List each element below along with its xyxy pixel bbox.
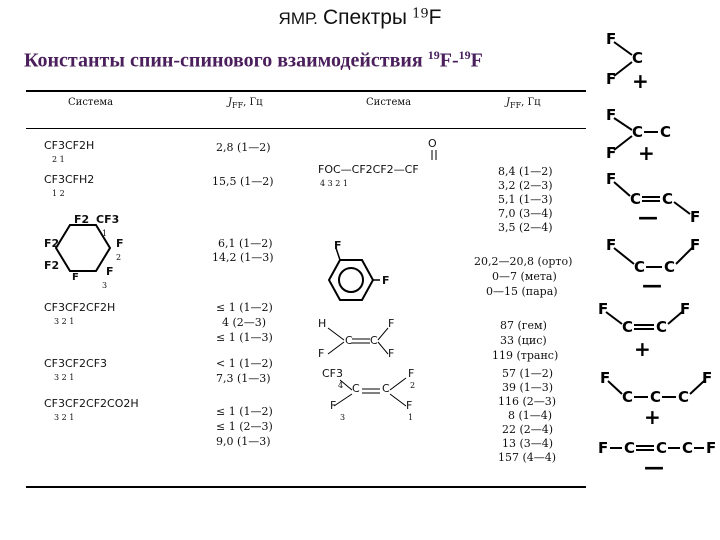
sb3-f1: F (606, 170, 617, 188)
left-row-6-value-3: 9,0 (1—3) (216, 435, 271, 448)
vinyl-h: H (318, 317, 327, 330)
col-j-2-unit: , Гц (521, 97, 541, 108)
sb4-c1: C (634, 258, 646, 276)
sb6-f2: F (702, 369, 713, 387)
col-j-2-sym: J (506, 97, 511, 108)
sb1-c: C (632, 49, 644, 67)
butene-four: 4 (338, 381, 344, 390)
left-row-2-formula: CF3CFH2 (44, 173, 95, 186)
left-row-4-formula: CF3CF2CF2H (44, 301, 116, 314)
sb4-c2: C (664, 258, 676, 276)
sb3-sign: — (638, 205, 658, 229)
vinyl-c2: C (370, 334, 378, 347)
col-j-1-sym: J (228, 97, 233, 108)
subtitle-f2: F (470, 49, 483, 72)
ring-f2-bot: F2 (44, 259, 60, 272)
left-row-6-value-2: ≤ 1 (2—3) (216, 420, 273, 433)
col-j-1-unit: , Гц (243, 97, 263, 108)
ring-f-right: F (116, 237, 124, 250)
right-row-1-value-2: 3,2 (2—3) (498, 179, 553, 192)
right-row-4-value-2: 39 (1—3) (502, 381, 554, 394)
right-row-3-value-2: 33 (цис) (500, 334, 547, 347)
sb2-f1: F (606, 106, 617, 124)
left-row-1-formula: CF3CF2H (44, 139, 95, 152)
sb6-sign: + (644, 405, 661, 429)
sb5-c1: C (622, 318, 634, 336)
butene-f3: F (330, 399, 337, 412)
ring-f2-left: F2 (44, 237, 60, 250)
title-prefix: ЯМР. (278, 9, 318, 28)
vinyl-f1: F (318, 347, 325, 360)
subtitle-f1: F- (439, 49, 459, 72)
butene-c2: C (382, 382, 390, 395)
butene-c1: C (352, 382, 360, 395)
ring-f3: F (106, 265, 114, 278)
left-row-6-numbers: 3 2 1 (54, 413, 75, 422)
benzene-f-top: F (334, 239, 342, 252)
butene-cf3: CF3 (322, 367, 344, 380)
right-row-3-value-3: 119 (транс) (492, 349, 559, 362)
left-row-4-numbers: 3 2 1 (54, 317, 75, 326)
left-row-1-numbers: 2 1 (52, 155, 65, 164)
left-row-5-formula: CF3CF2CF3 (44, 357, 108, 370)
subtitle-text: Константы спин-спинового взаимодействия (24, 49, 423, 72)
left-row-6-formula: CF3CF2CF2CO2H (44, 397, 139, 410)
col-j-2-sub: FF (510, 101, 522, 110)
sb6-f1: F (600, 369, 611, 387)
right-row-4-value-5: 22 (2—4) (502, 423, 554, 436)
right-row-4-value-7: 157 (4—4) (498, 451, 557, 464)
sb1-f2: F (606, 70, 617, 88)
ring-three: 3 (102, 281, 108, 290)
sb4-sign: — (642, 273, 662, 297)
left-row-2-value: 15,5 (1—2) (212, 175, 274, 188)
right-row-4-value-4: 8 (1—4) (508, 409, 553, 422)
sb5-f1: F (598, 300, 609, 318)
col-system-2: Система (366, 97, 412, 108)
sb7-sign: — (644, 455, 664, 479)
right-row-1-formula: FOC—CF2CF2—CF (318, 163, 419, 176)
ring-two: 2 (116, 253, 122, 262)
butene-three: 3 (340, 413, 346, 422)
left-row-2-numbers: 1 2 (52, 189, 65, 198)
col-j-1-sub: FF (232, 101, 244, 110)
sb5-f2: F (680, 300, 691, 318)
right-row-1-oxygen: O (428, 137, 437, 150)
vinyl-c1: C (345, 334, 353, 347)
sb1-sign: + (632, 69, 649, 93)
sb7-c1: C (624, 439, 636, 457)
right-row-1-value-5: 3,5 (2—4) (498, 221, 553, 234)
left-row-5-numbers: 3 2 1 (54, 373, 75, 382)
sb3-c1: C (630, 190, 642, 208)
butene-two: 2 (410, 381, 416, 390)
sb2-c2: C (660, 123, 672, 141)
col-system-1: Система (68, 97, 114, 108)
vinyl-f2: F (388, 317, 395, 330)
sb3-c2: C (662, 190, 674, 208)
subtitle-sup1: 19 (427, 48, 440, 62)
sb2-f2: F (606, 144, 617, 162)
sb1-f1: F (606, 30, 617, 48)
left-row-4-value-1: ≤ 1 (1—2) (216, 301, 273, 314)
title-word: Спектры (322, 6, 407, 29)
sb2-sign: + (638, 141, 655, 165)
ring-cf3: CF3 (96, 213, 120, 226)
left-row-3-value-2: 14,2 (1—3) (212, 251, 274, 264)
left-row-6-value-1: ≤ 1 (1—2) (216, 405, 273, 418)
butene-one: 1 (408, 413, 414, 422)
ring-one: 1 (102, 229, 108, 238)
left-row-5-value-2: 7,3 (1—3) (216, 372, 271, 385)
sb5-sign: + (634, 337, 651, 361)
title-isotope: 19 (412, 6, 429, 22)
right-row-2-value-1: 20,2—20,8 (орто) (474, 255, 573, 268)
sb6-c3: C (678, 388, 690, 406)
right-row-1-value-4: 7,0 (3—4) (498, 207, 553, 220)
sb3-f2: F (690, 208, 701, 226)
sb6-c1: C (622, 388, 634, 406)
sb4-f1: F (606, 236, 617, 254)
subtitle-sup2: 19 (458, 48, 471, 62)
butene-f1: F (406, 399, 413, 412)
sb2-c1: C (632, 123, 644, 141)
sb6-c2: C (650, 388, 662, 406)
left-row-5-value-1: < 1 (1—2) (216, 357, 273, 370)
sb7-c3: C (682, 439, 694, 457)
right-row-4-value-1: 57 (1—2) (502, 367, 554, 380)
sb7-f2: F (706, 439, 717, 457)
right-row-1-value-3: 5,1 (1—3) (498, 193, 553, 206)
sb4-f2: F (690, 236, 701, 254)
right-row-3-value-1: 87 (гем) (500, 319, 547, 332)
title-element: F (428, 6, 442, 29)
right-row-2-value-3: 0—15 (пара) (486, 285, 558, 298)
right-row-4-value-6: 13 (3—4) (502, 437, 554, 450)
sb7-f1: F (598, 439, 609, 457)
benzene-f-right: F (382, 274, 390, 287)
left-row-4-value-2: 4 (2—3) (222, 316, 267, 329)
left-row-3-value-1: 6,1 (1—2) (218, 237, 273, 250)
sb5-c2: C (656, 318, 668, 336)
left-row-1-value: 2,8 (1—2) (216, 141, 271, 154)
right-row-4-value-3: 116 (2—3) (498, 395, 557, 408)
sb7-c2: C (656, 439, 668, 457)
butene-f2: F (408, 367, 415, 380)
ring-f2-top: F2 (74, 213, 90, 226)
left-row-4-value-3: ≤ 1 (1—3) (216, 331, 273, 344)
right-row-1-value-1: 8,4 (1—2) (498, 165, 553, 178)
right-row-1-numbers: 4 3 2 1 (320, 179, 348, 188)
ring-f-small: F (72, 272, 79, 283)
right-row-2-value-2: 0—7 (мета) (492, 270, 557, 283)
vinyl-f3: F (388, 347, 395, 360)
